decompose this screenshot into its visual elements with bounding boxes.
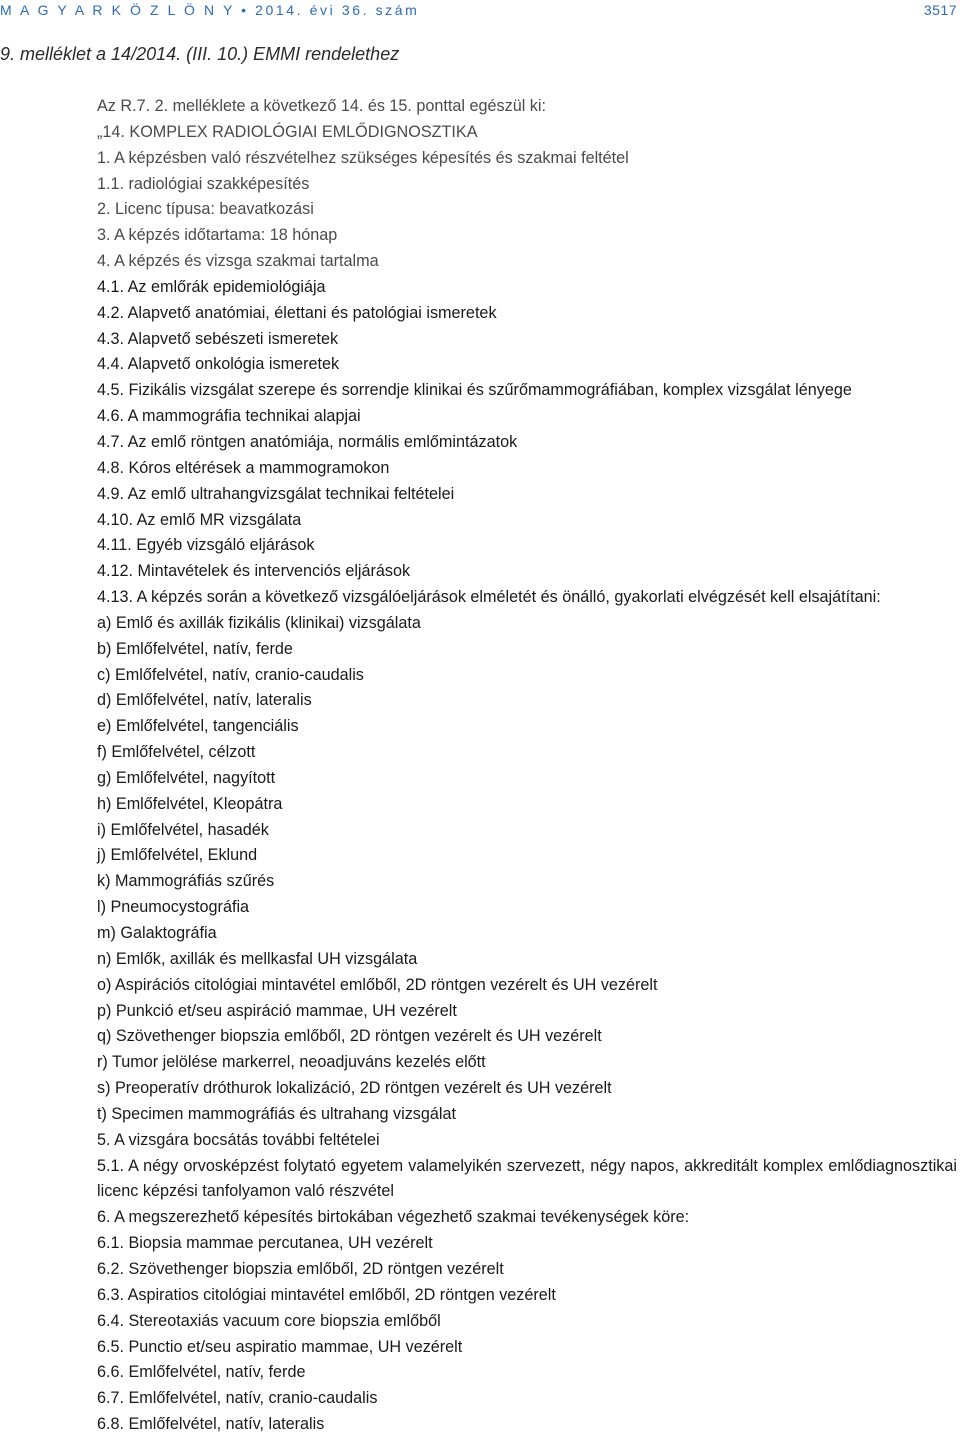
text-line: 4.9. Az emlő ultrahangvizsgálat technikai feltételei bbox=[97, 484, 455, 503]
text-line: 6.3. Aspiratios citológiai mintavétel emlőből, 2D röntgen vezérelt bbox=[97, 1285, 556, 1304]
text-line: 6.2. Szövethenger biopszia emlőből, 2D röntgen vezérelt bbox=[97, 1259, 504, 1278]
text-line: o) Aspirációs citológiai mintavétel emlőből, 2D röntgen vezérelt és UH vezérelt bbox=[97, 975, 658, 994]
text-line: 2. Licenc típusa: beavatkozási bbox=[97, 200, 314, 219]
text-line: m) Galaktográfia bbox=[97, 924, 217, 942]
text-line: 6.8. Emlőfelvétel, natív, lateralis bbox=[97, 1415, 325, 1434]
text-line: 6.7. Emlőfelvétel, natív, cranio-caudalis bbox=[97, 1389, 378, 1408]
text-line: g) Emlőfelvétel, nagyított bbox=[97, 768, 276, 787]
text-line: j) Emlőfelvétel, Eklund bbox=[97, 846, 258, 865]
text-line: d) Emlőfelvétel, natív, lateralis bbox=[97, 691, 312, 710]
text-line: f) Emlőfelvétel, célzott bbox=[97, 743, 256, 762]
text-line: 4.11. Egyéb vizsgáló eljárások bbox=[97, 536, 315, 555]
text-line: Az R.7. 2. melléklete a következő 14. és 15. ponttal egészül ki: bbox=[97, 97, 546, 115]
text-line: r) Tumor jelölése markerrel, neoadjuváns kezelés előtt bbox=[97, 1053, 486, 1072]
text-line: b) Emlőfelvétel, natív, ferde bbox=[97, 639, 293, 658]
text-line: 4.8. Kóros eltérések a mammogramokon bbox=[97, 458, 390, 477]
text-line: 6.6. Emlőfelvétel, natív, ferde bbox=[97, 1363, 306, 1382]
text-line: 4.10. Az emlő MR vizsgálata bbox=[97, 510, 302, 529]
text-line: h) Emlőfelvétel, Kleopátra bbox=[97, 794, 283, 813]
text-line: 3. A képzés időtartama: 18 hónap bbox=[97, 226, 338, 245]
annex-title: 9. melléklet a 14/2014. (III. 10.) EMMI rendelethez bbox=[0, 44, 400, 64]
page-number: 3517 bbox=[923, 2, 957, 18]
text-line: 1. A képzésben való részvételhez szükséges képesítés és szakmai feltétel bbox=[97, 148, 629, 167]
text-line: e) Emlőfelvétel, tangenciális bbox=[97, 717, 299, 736]
text-line: t) Specimen mammográfiás és ultrahang vizsgálat bbox=[97, 1104, 456, 1123]
text-line: 4.7. Az emlő röntgen anatómiája, normális emlőmintázatok bbox=[97, 432, 518, 451]
text-line: 4.4. Alapvető onkológia ismeretek bbox=[97, 355, 340, 374]
text-line: 4.12. Mintavételek és intervenciós eljárások bbox=[97, 562, 411, 581]
text-line: k) Mammográfiás szűrés bbox=[97, 872, 275, 891]
text-line: n) Emlők, axillák és mellkasfal UH vizsgálata bbox=[97, 949, 418, 968]
text-line: l) Pneumocystográfia bbox=[97, 898, 250, 917]
text-line: 1.1. radiológiai szakképesítés bbox=[97, 174, 310, 193]
text-line: a) Emlő és axillák fizikális (klinikai) vizsgálata bbox=[97, 613, 421, 632]
publication-title: M A G Y A R K Ö Z L Ö N Y • 2014. évi 36. szám bbox=[0, 2, 420, 18]
page-header bbox=[0, 2, 957, 22]
text-line: 5.1. A négy orvosképzést folytató egyetem valamelyikén szervezett, négy napos, akkreditált komplex emlődiagnosztikai licenc képzési tanfolyamon való részvétel bbox=[97, 1156, 957, 1201]
text-line: 4.6. A mammográfia technikai alapjai bbox=[97, 407, 361, 426]
text-line: i) Emlőfelvétel, hasadék bbox=[97, 820, 269, 839]
document-body bbox=[97, 94, 957, 1438]
text-line: p) Punkció et/seu aspiráció mammae, UH vezérelt bbox=[97, 1001, 457, 1020]
text-line: 4.3. Alapvető sebészeti ismeretek bbox=[97, 329, 339, 348]
text-line: „14. KOMPLEX RADIOLÓGIAI EMLŐDIGNOSZTIKA bbox=[97, 122, 478, 141]
text-line: 4.5. Fizikális vizsgálat szerepe és sorrendje klinikai és szűrőmammográfiában, komplex vizsgálat lényege bbox=[97, 381, 852, 400]
text-line: 4.13. A képzés során a következő vizsgálóeljárások elméletét és önálló, gyakorlati elvégzését kell elsajátítani: bbox=[97, 588, 881, 607]
text-line: q) Szövethenger biopszia emlőből, 2D röntgen vezérelt és UH vezérelt bbox=[97, 1027, 602, 1046]
text-line: 5. A vizsgára bocsátás további feltételei bbox=[97, 1130, 380, 1149]
text-line: 4.2. Alapvető anatómiai, élettani és patológiai ismeretek bbox=[97, 303, 497, 322]
text-line: 6.5. Punctio et/seu aspiratio mammae, UH vezérelt bbox=[97, 1337, 463, 1356]
text-line: s) Preoperatív dróthurok lokalizáció, 2D röntgen vezérelt és UH vezérelt bbox=[97, 1079, 612, 1098]
text-line: 6.1. Biopsia mammae percutanea, UH vezérelt bbox=[97, 1234, 433, 1253]
text-line: 4. A képzés és vizsga szakmai tartalma bbox=[97, 252, 379, 271]
text-line: 6. A megszerezhető képesítés birtokában végezhető szakmai tevékenységek köre: bbox=[97, 1208, 690, 1227]
text-line: 6.4. Stereotaxiás vacuum core biopszia emlőből bbox=[97, 1311, 441, 1330]
text-line: c) Emlőfelvétel, natív, cranio-caudalis bbox=[97, 665, 364, 684]
text-line: 4.1. Az emlőrák epidemiológiája bbox=[97, 277, 326, 296]
